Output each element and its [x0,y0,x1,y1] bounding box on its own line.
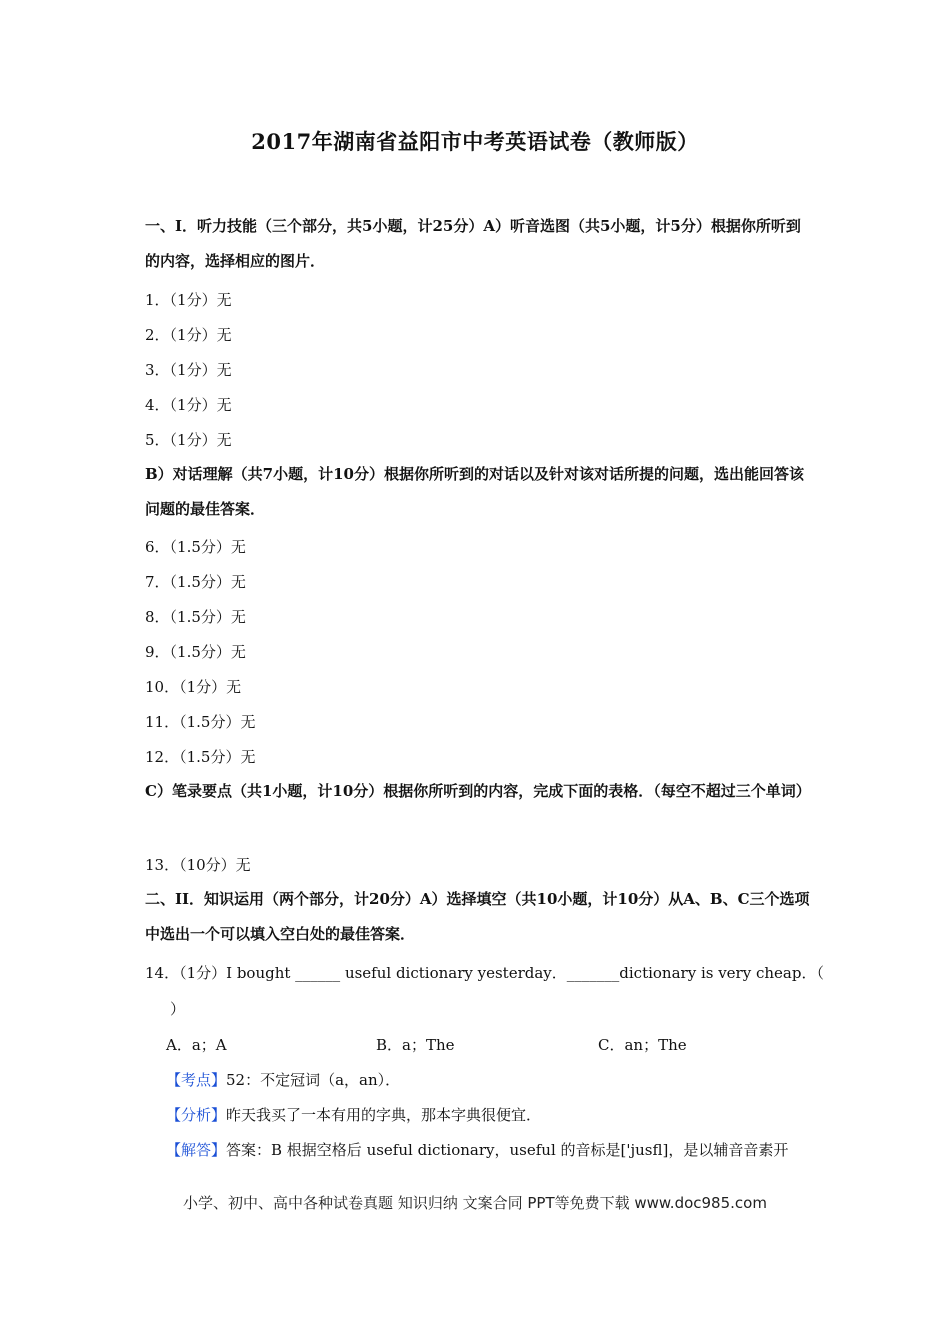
option-b: B．a；The [376,1036,455,1054]
question-item: 12．（1.5分）无 [145,748,256,766]
question-item: 4．（1分）无 [145,396,232,414]
kaodian-line [166,1069,400,1090]
fenxi-tag: 【分析】 [166,1106,227,1124]
part-c-heading: C）笔录要点（共1小题，计10分）根据你所听到的内容，完成下面的表格．（每空不超过三个单词） [145,782,811,800]
kaodian-tag: 【考点】 [166,1071,227,1089]
page-footer: 小学、初中、高中各种试卷真题 知识归纳 文案合同 PPT等免费下载 www.doc985.com [183,1194,767,1212]
fenxi-text: 昨天我买了一本有用的字典，那本字典很便宜． [226,1106,542,1124]
question-item: 13．（10分）无 [145,856,251,874]
option-c: C．an；The [598,1036,687,1054]
question-item: 8．（1.5分）无 [145,608,246,626]
jieda-line [166,1139,788,1160]
jieda-text: 答案：B 根据空格后 useful dictionary，useful 的音标是['jusfl]，是以辅音音素开 [226,1141,789,1159]
question-item: 1．（1分）无 [145,291,232,309]
fenxi-line [166,1104,541,1125]
question-14-stem-end: ） [170,1000,186,1018]
question-item: 9．（1.5分）无 [145,643,246,661]
jieda-tag: 【解答】 [166,1141,227,1159]
question-item: 11．（1.5分）无 [145,713,256,731]
section1-heading: 一、I．听力技能（三个部分，共5小题，计25分）A）听音选图（共5小题，计5分）根据你所听到的内容，选择相应的图片． [145,217,801,270]
option-a: A．a；A [166,1036,227,1054]
section2-heading: 二、II．知识运用（两个部分，计20分）A）选择填空（共10小题，计10分）从A、B、C三个选项中选出一个可以填入空白处的最佳答案． [145,890,810,943]
kaodian-text: 52：不定冠词（a，an）． [226,1071,401,1089]
question-item: 2．（1分）无 [145,326,232,344]
part-b-heading: B）对话理解（共7小题，计10分）根据你所听到的对话以及针对该对话所提的问题，选出能回答该问题的最佳答案． [145,465,804,518]
question-item: 6．（1.5分）无 [145,538,246,556]
page-title: 2017年湖南省益阳市中考英语试卷（教师版） [251,129,699,154]
question-item: 10．（1分）无 [145,678,242,696]
question-item: 5．（1分）无 [145,431,232,449]
question-item: 7．（1.5分）无 [145,573,246,591]
question-item: 3．（1分）无 [145,361,232,379]
question-14-stem: 14．（1分）I bought ______ useful dictionary yesterday．_______dictionary is very cheap．（ [145,964,824,982]
